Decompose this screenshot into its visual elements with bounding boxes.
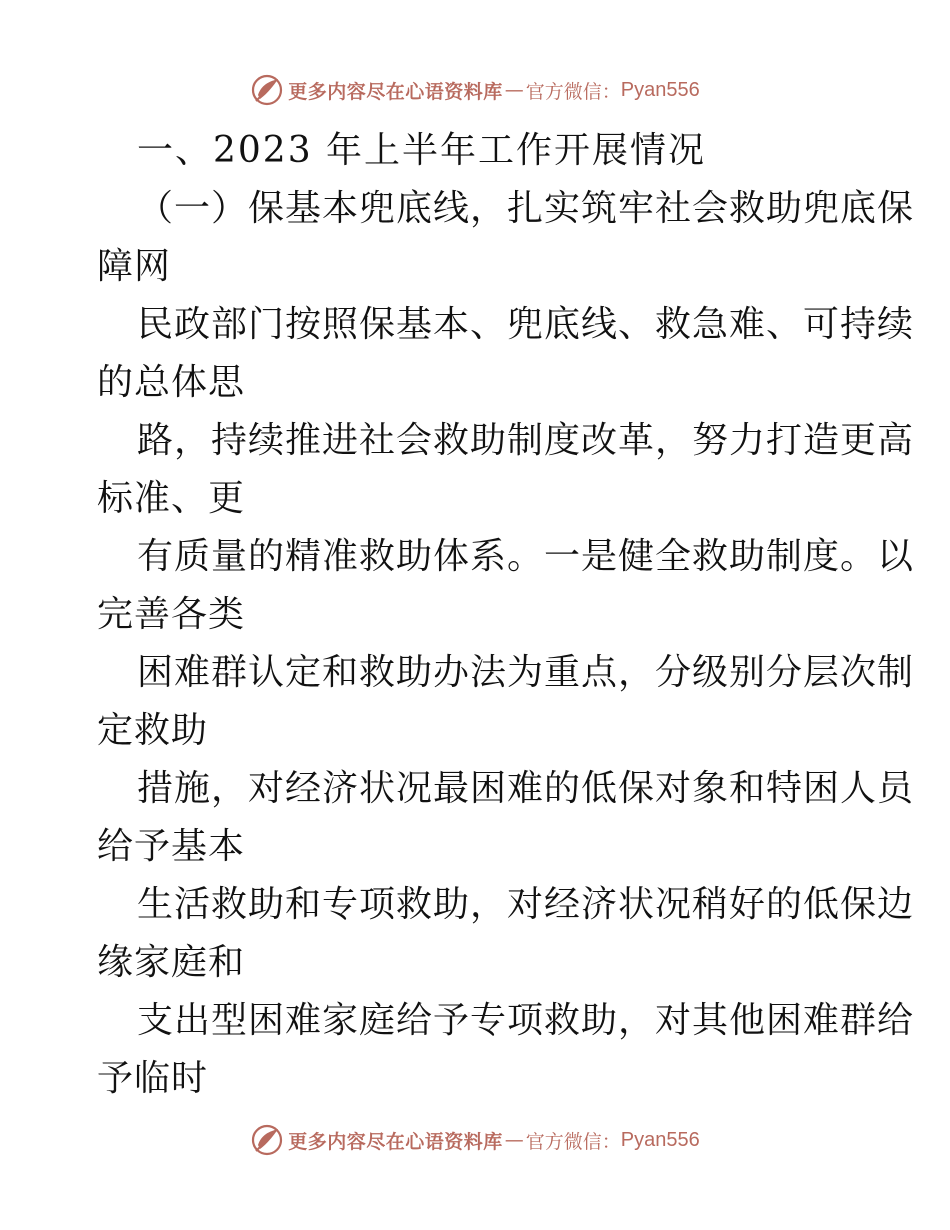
watermark-footer [0,1120,950,1160]
paragraph-line: 完善各类 [97,594,246,635]
watermark-text: 更多内容尽在心语资料库 [288,80,503,103]
paragraph-line: 给予基本 [97,826,246,867]
watermark-header [0,70,950,110]
paragraph-line: 缘家庭和 [97,942,246,983]
paragraph-line: 措施，对经济状况最困难的低保对象和特困人员 [137,768,915,809]
paragraph-line: 定救助 [97,710,209,751]
pen-logo-icon [250,73,284,107]
paragraph-line: 路，持续推进社会救助制度改革，努力打造更高 [137,420,915,461]
paragraph-line: 支出型困难家庭给予专项救助，对其他困难群给 [137,1000,915,1041]
watermark-dash: — [504,79,524,101]
paragraph-line: 标准、更 [97,478,246,519]
watermark-dash: — [504,1129,524,1151]
watermark-text: 更多内容尽在心语资料库 [288,1130,503,1153]
watermark-wechat-label: 官方微信： [525,1130,621,1153]
subsection-heading-cont: 障网 [97,246,172,287]
paragraph-line: 的总体思 [97,362,246,403]
paragraph-line: 民政部门按照保基本、兜底线、救急难、可持续 [137,304,915,345]
watermark-wechat-label: 官方微信： [525,80,621,103]
subsection-heading: （一）保基本兜底线，扎实筑牢社会救助兜底保 [137,188,915,229]
watermark-wechat-id: Pyan556 [620,78,700,101]
paragraph-line: 困难群认定和救助办法为重点，分级别分层次制 [137,652,915,693]
watermark-wechat-id: Pyan556 [620,1128,700,1151]
paragraph-line: 有质量的精准救助体系。一是健全救助制度。以 [137,536,915,577]
section-heading: 一、2023 年上半年工作开展情况 [137,130,707,171]
paragraph-line: 生活救助和专项救助，对经济状况稍好的低保边 [137,884,915,925]
pen-logo-icon [250,1123,284,1157]
document-body [97,122,915,1108]
paragraph-line: 予临时 [97,1058,209,1099]
